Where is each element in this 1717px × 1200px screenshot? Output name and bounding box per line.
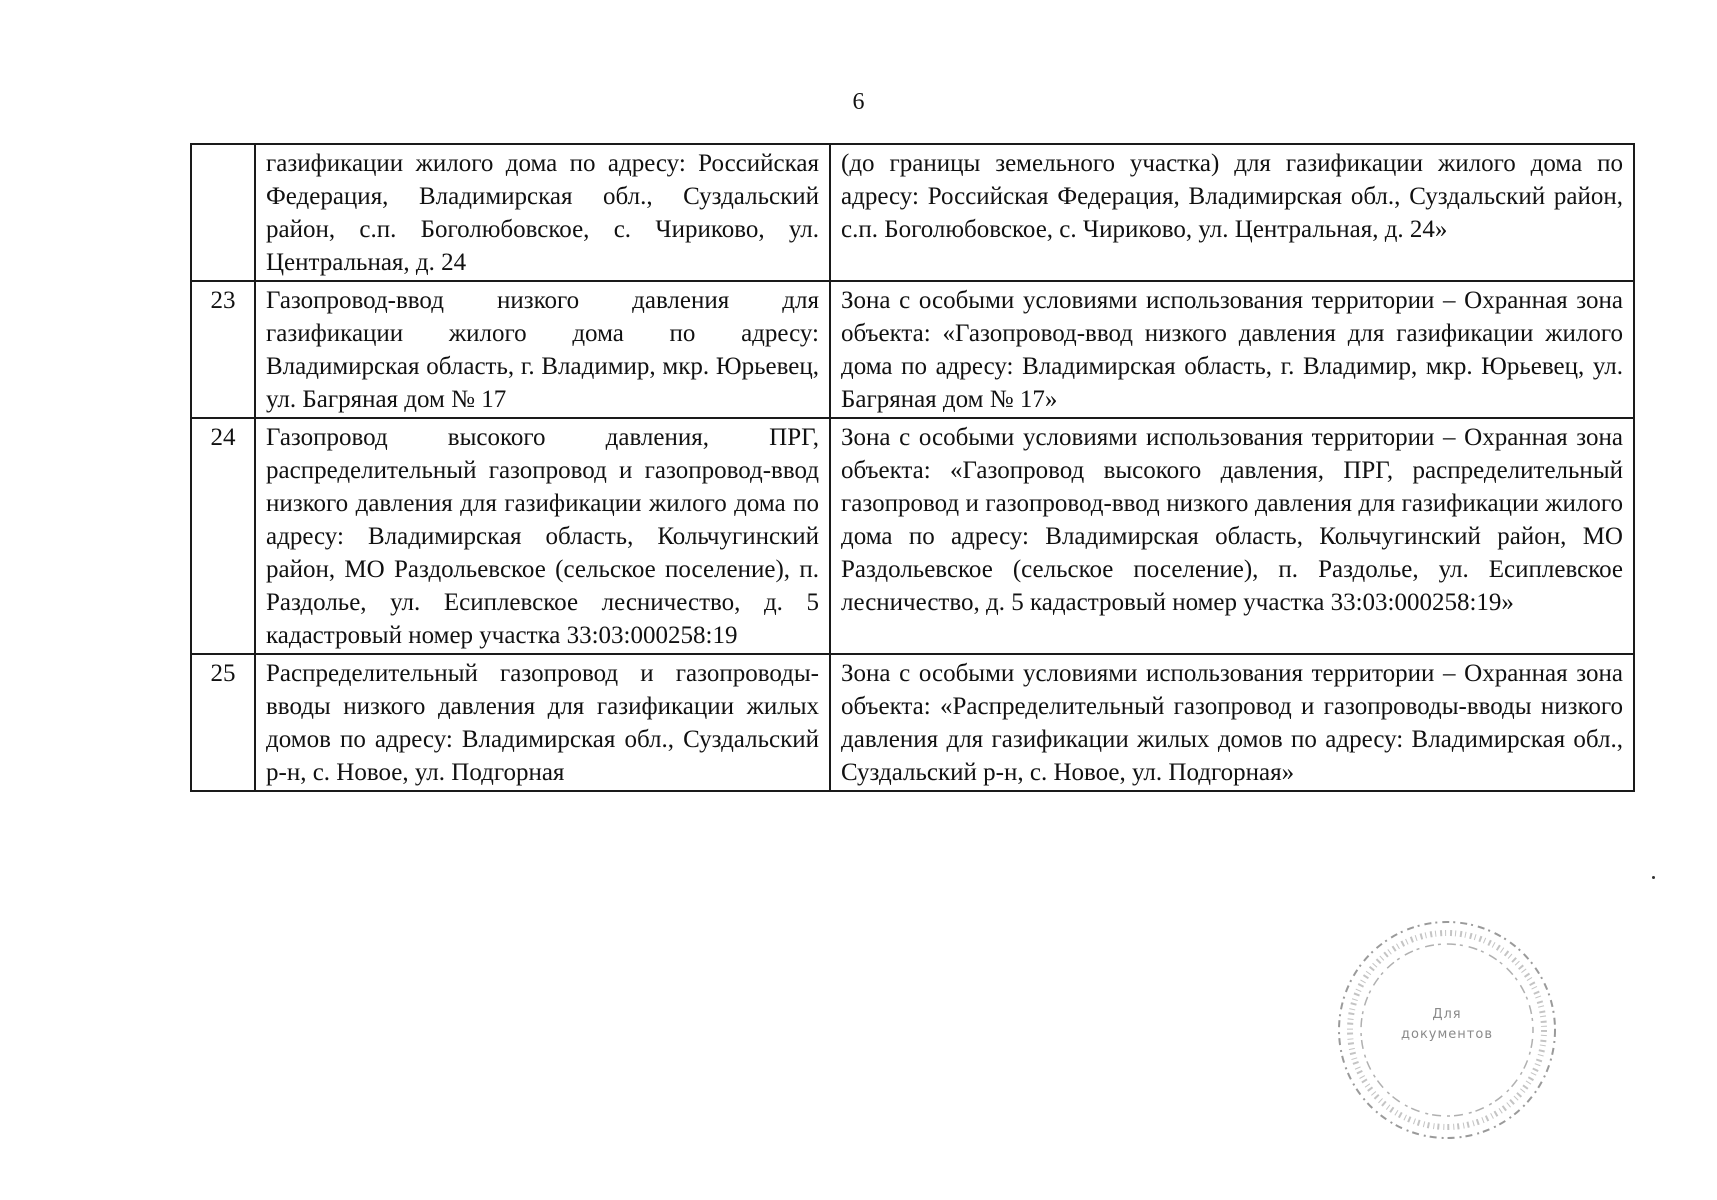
row-number: 25 xyxy=(191,654,255,791)
object-description: Газопровод-ввод низкого давления для газификации жилого дома по адресу: Владимирская область, г. Владимир, мкр. Юрьевец, ул. Багряная дом № 17 xyxy=(255,281,830,418)
object-description: газификации жилого дома по адресу: Российская Федерация, Владимирская обл., Суздальский район, с.п. Боголюбовское, с. Чириково, ул. Центральная, д. 24 xyxy=(255,144,830,281)
stamp-text: Для xyxy=(1432,1007,1462,1022)
page-number: 6 xyxy=(852,89,865,115)
row-number: 24 xyxy=(191,418,255,654)
object-description: Газопровод высокого давления, ПРГ, распределительный газопровод и газопровод-ввод низкого давления для газификации жилого дома по адресу: Владимирская область, Кольчугинский район, МО Раздольевское (сельское поселение), п. Раздолье, ул. Есиплевское лесничество, д. 5 кадастровый номер участка 33:03:000258:19 xyxy=(255,418,830,654)
row-number: 23 xyxy=(191,281,255,418)
round-stamp xyxy=(1332,915,1562,1145)
zone-description: Зона с особыми условиями использования территории – Охранная зона объекта: «Газопровод высокого давления, ПРГ, распределительный газопровод и газопровод-ввод низкого давления для газификации жилого дома по адресу: Владимирская область, Кольчугинский район, МО Раздольевское (сельское поселение), п. Раздолье, ул. Есиплевское лесничество, д. 5 кадастровый номер участка 33:03:000258:19» xyxy=(830,418,1634,654)
object-description: Распределительный газопровод и газопроводы-вводы низкого давления для газификации жилых домов по адресу: Владимирская обл., Суздальский р-н, с. Новое, ул. Подгорная xyxy=(255,654,830,791)
table-row xyxy=(191,654,1634,791)
zone-description: Зона с особыми условиями использования территории – Охранная зона объекта: «Газопровод-ввод низкого давления для газификации жилого дома по адресу: Владимирская область, г. Владимир, мкр. Юрьевец, ул. Багряная дом № 17» xyxy=(830,281,1634,418)
row-number xyxy=(191,144,255,281)
zone-description: (до границы земельного участка) для газификации жилого дома по адресу: Российская Федерация, Владимирская обл., Суздальский район, с.п. Боголюбовское, с. Чириково, ул. Центральная, д. 24» xyxy=(830,144,1634,281)
table-row xyxy=(191,281,1634,418)
table-row xyxy=(191,144,1634,281)
table-row xyxy=(191,418,1634,654)
objects-table xyxy=(190,143,1635,792)
scan-dot xyxy=(1652,876,1655,879)
zone-description: Зона с особыми условиями использования территории – Охранная зона объекта: «Распределительный газопровод и газопроводы-вводы низкого давления для газификации жилых домов по адресу: Владимирская обл., Суздальский р-н, с. Новое, ул. Подгорная» xyxy=(830,654,1634,791)
stamp-text: документов xyxy=(1401,1027,1493,1042)
